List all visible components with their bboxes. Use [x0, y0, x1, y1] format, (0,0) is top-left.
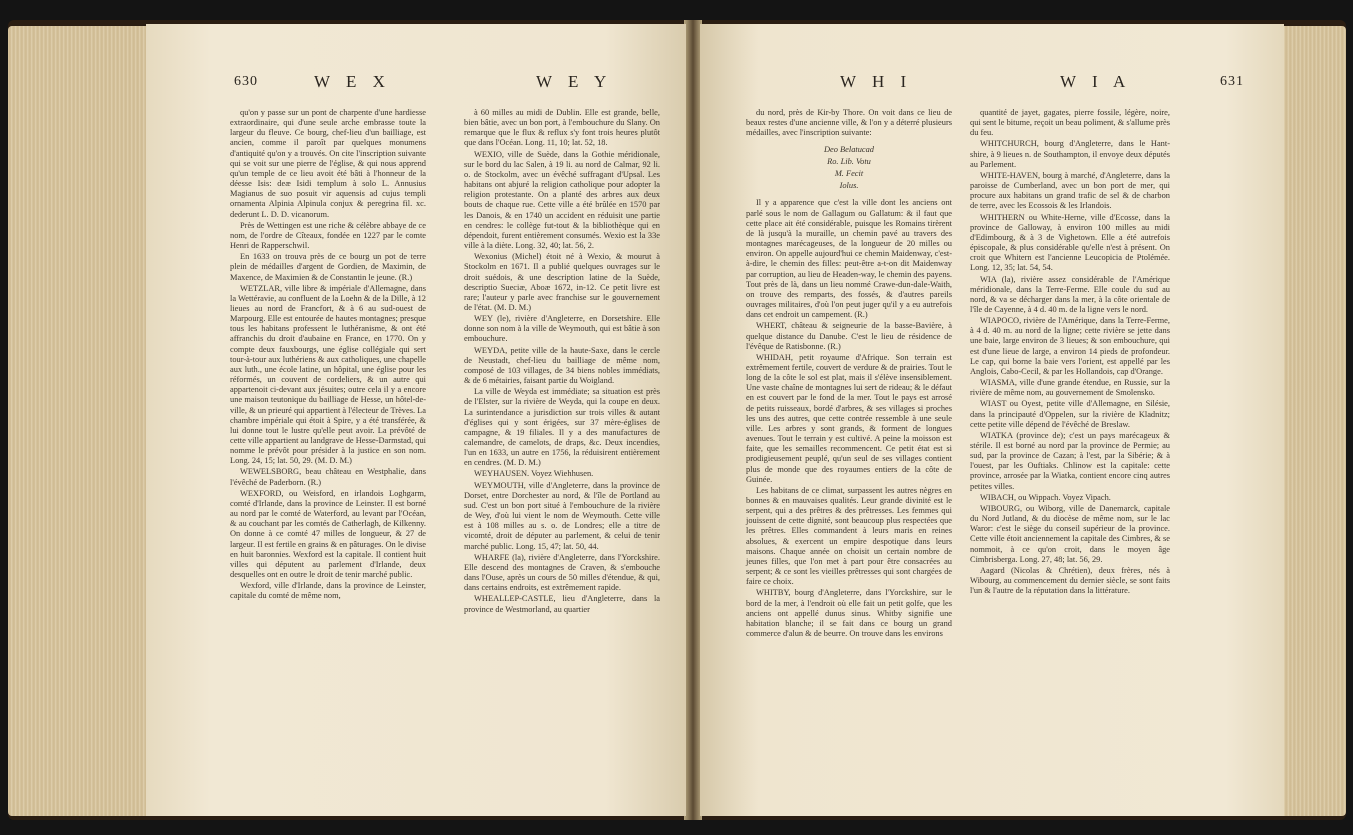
paragraph: WIAPOCO, rivière de l'Amérique, dans la Terre-Ferme, à 4 d. 40 m. au nord de la ligne; cette rivière se jette dans une baie, large environ de 3 lieues; & son embouchure, qui est d'une lieue de large, a environ 14 pieds de profondeur. Le cap, qui borne la baie vers l'orient, est appellé par les Anglois, Cabo-Cecil, & par les Hollandois, cap d'Orange. [970, 316, 1170, 376]
paragraph: WIASMA, ville d'une grande étendue, en Russie, sur la rivière de même nom, au gouvernement de Smolensko. [970, 378, 1170, 398]
paragraph: WIATKA (province de); c'est un pays marécageux & stérile. Il est borné au nord par la province de Permie; au sud, par la province de Cazan; à l'est, par la Sibérie; & à l'ouest, par les Ouftiaks. Chlinow est la capitale: cette province, arrosée par la Wiatka, contient encore cinq autres petites villes. [970, 430, 1170, 491]
page-number: 631 [1220, 74, 1244, 89]
text-column-1 [746, 108, 952, 640]
inscription-line: M. Fecit [834, 169, 864, 179]
right-page [700, 24, 1284, 816]
paragraph: WEYHAUSEN. Voyez Wiehhusen. [474, 469, 594, 479]
paragraph: WHITHERN ou White-Herne, ville d'Ecosse, dans la province de Galloway, à environ 100 milles au midi d'Edimbourg, & à 3 de Vighetown. Elle a été autrefois épiscopale, & plus considérable qu'elle n'est à présent. On croit que Whitern est l'ancienne Leucopicia de Ptolémée. Long. 12, 35; lat. 54, 54. [970, 212, 1170, 273]
paragraph: Les habitans de ce climat, surpassent les autres nègres en bonnes & en mauvaises qualités. Leur grande divinité est le serpent, qui a des prêtres & des prêtresses. Les femmes qui jouissent de cette dignité, sont beaucoup plus respectées que les prêtres. Elles commandent à leurs maris en reines absolues, & exercent un empire despotique dans leurs maisons. Chaque année on choisit un certain nombre de jeunes filles, que l'on met à part pour être consacrées au serpent; & ce sont les vieilles prêtresses qui sont chargées de faire ce choix. [746, 485, 952, 587]
paragraph: à 60 milles au midi de Dublin. Elle est grande, belle, bien bâtie, avec un bon port, à l'embouchure du Slany. On remarque que le flux & reflux s'y font trois heures plutôt que dans l'Océan. Long. 11, 10; lat. 52, 18. [464, 108, 660, 148]
paragraph: WHIDAH, petit royaume d'Afrique. Son terrain est extrêmement fertile, couvert de verdure & de prairies. Tout le long de la côte le sol est plat, mais il s'élève insensiblement. Une vaste chaîne de montagnes lui sert de rideau; & le défaut en est couvert par le fond de la mer. Tout le pays est arrosé de petits ruisseaux, bordé d'arbres, & ses villages si proches les uns des autres, que cette contrée ressemble à une seule ville. Les arbres y sont grands, & forment de longues avenues. Tout le terrain y est cultivé. A peine la moisson est faite, que les semailles recommencent. Ce petit état est si prodigieusement peuplé, qu'un seul de ses villages contient plus de monde que des royaumes entiers de la côte de Guinée. [746, 352, 952, 484]
page-number: 630 [234, 74, 258, 89]
text-column-2 [464, 108, 660, 616]
paragraph: WIA (la), rivière assez considérable de l'Amérique méridionale, dans la Terre-Ferme. Elle coule du sud au nord, & va se décharger dans la mer, à la côte orientale de l'île de Cayenne, à 4 d. 40 m. de la ligne vers le nord. [970, 274, 1170, 314]
paragraph: WEY (le), rivière d'Angleterre, en Dorsetshire. Elle donne son nom à la ville de Weymouth, qui est bâtie à son embouchure. [464, 314, 660, 344]
paragraph: Wexford, ville d'Irlande, dans la province de Leinster, capitale du comté de même nom, [230, 581, 426, 601]
inscription-line: Iolus. [839, 181, 859, 191]
running-header-right: W I A [1060, 72, 1132, 91]
paragraph: du nord, près de Kir-by Thore. On voit dans ce lieu de beaux restes d'une ancienne ville, & l'on y a déterré plusieurs médailles, avec l'inscription suivante: [746, 108, 952, 138]
paragraph: Il y a apparence que c'est la ville dont les anciens ont parlé sous le nom de Gallagum ou Gallatum: & il faut que cette place ait été considérable, puisque les Romains tirèrent de là jusqu'à la muraille, un chemin pavé au travers des montagnes marécageuses, de la longueur de 20 milles ou environ. On appelle aujourd'hui ce chemin Maidenway, c'est-à-dire, le chemin des filles: peut-être a-t-on dit Maidenway par corruption, au lieu de Headen-way, le chemin des payens. Tout près de là, dans un lieu nommé Crawe-dun-dale-Waith, on trouve des remparts, des fossés, & d'autres pareils ouvrages militaires, d'où l'on peut juger qu'il y a eu autrefois dans cet endroit un campement. (R.) [746, 198, 952, 320]
inscription-line: Deo Belatucad [823, 145, 874, 155]
running-header-left: W E X [314, 72, 391, 91]
paragraph: WHITBY, bourg d'Angleterre, dans l'Yorckshire, sur le bord de la mer, à l'endroit où elle fait un petit golfe, que les anciens ont appellé dunus sinus. Whitby signifie une habitation blanche; il se fait dans ce bourg un grand commerce d'alun & de beurre. On trouve dans les environs [746, 588, 952, 639]
running-header-left: W H I [840, 72, 913, 91]
paragraph: Près de Wettingen est une riche & célèbre abbaye de ce nom, de l'ordre de Cîteaux, fondée en 1227 par le comte Henri de Rapperschwil. [230, 220, 426, 251]
text-column-1 [230, 108, 426, 603]
paragraph: WEXFORD, ou Weisford, en irlandois Loghgarm, comté d'Irlande, dans la province de Leinster. Il est borné au nord par le comté de Waterford, au levant par l'Océan, & au couchant par les comtés de Catherlagh, de Kilkenny. On donne à ce comté 47 milles de longueur, & 27 de largeur. Il est fertile en grains & en pâturages. On le divise en huit baronnies. Wexford est la capitale. Il contient huit villes qui députent au parlement d'Irlande, deux desquelles ont en outre le droit de tenir marché public. [230, 488, 426, 580]
paragraph: WEWELSBORG, beau château en Westphalie, dans l'évêché de Paderborn. (R.) [230, 467, 426, 487]
text-column-2 [970, 108, 1170, 597]
right-page-stack [1284, 26, 1346, 816]
inscription-line: Ro. Lib. Votu [827, 157, 871, 167]
left-page [146, 24, 686, 816]
left-page-stack [8, 26, 158, 816]
paragraph: WEXIO, ville de Suède, dans la Gothie méridionale, sur le bord du lac Salen, à 19 li. au nord de Calmar, 92 li. o. de Stockolm, avec un évêché suffragant d'Upsal. Les habitans ont abjuré la religion catholique pour adopter la religion protestante. On a planté des arbres aux deux bouts de chaque rue. Cette ville a été brûlée en 1570 par les Danois, & en 1740 un accident en réduisit une partie en cendres: le collège fut-tout & la bibliothèque qui en dépendoit, furent entièrement consumés. Wexio est la 33e ville à la diète. Long. 32, 40; lat. 56, 2. [464, 149, 660, 251]
paragraph: WIBACH, ou Wippach. Voyez Vipach. [980, 492, 1111, 502]
running-header-right: W E Y [536, 72, 613, 91]
paragraph: WEYMOUTH, ville d'Angleterre, dans la province de Dorset, entre Dorchester au nord, & l'île de Portland au sud. C'est un bon port situé à l'embouchure de la rivière de Wey, d'où lui vient le nom de Weymouth. Cette ville est à 108 milles au s. o. de Londres; elle a titre de vicomté, droit de députer au parlement, & celui de tenir marché public. Long. 15, 47; lat. 50, 44. [464, 480, 660, 551]
open-book [8, 20, 1346, 820]
paragraph: qu'on y passe sur un pont de charpente d'une hardiesse extraordinaire, qui d'une seule arche embrasse toute la largeur du fleuve. Ce bourg, chef-lieu d'un bailliage, est ancien, comme il paroît par quelques monumens d'antiquité qu'on y a trouvés. On cite l'inscription suivante qui se voit sur une pierre de l'église, & qui nous apprend qu'un temple de ce lieu avoit été bâti à l'honneur de la déesse Isis: deæ Isidi templum à solo L. Annusius Magianus de suo posuit vir aquensis ad cujus templi ornamenta Alpinia Alpinula conjux & peregrina fil. xc. dederunt L. D. D. vicanorum. [230, 108, 426, 219]
inscription [746, 144, 952, 192]
paragraph: WHITE-HAVEN, bourg à marché, d'Angleterre, dans la paroisse de Cumberland, avec un bon port de mer, qui procure aux habitans un grand trafic de sel & de charbon de terre, avec les Ecossois & les Irlandois. [970, 170, 1170, 211]
paragraph: WHARFE (la), rivière d'Angleterre, dans l'Yorckshire. Elle descend des montagnes de Craven, & s'embouche dans l'Ouse, après un cours de 50 milles d'étendue, & qui, dans certains endroits, est extrêmement rapide. [464, 552, 660, 593]
paragraph: Wexonius (Michel) étoit né à Wexio, & mourut à Stockolm en 1671. Il a publié quelques ouvrages sur le droit suédois, & une description latine de la Suède, descriptio Sueciæ, Aboæ 1672, in-12. Ce petit livre est rare; l'auteur y parle avec franchise sur le gouvernement de l'état. (M. D. M.) [464, 252, 660, 312]
paragraph: WEYDA, petite ville de la haute-Saxe, dans le cercle de Neustadt, chef-lieu du bailliage de même nom, composé de 103 villages, de 34 biens nobles immédiats, & de 6 métairies, faisant partie du Woigland. [464, 345, 660, 386]
paragraph: WHITCHURCH, bourg d'Angleterre, dans le Hant-shire, à 9 lieues n. de Southampton, il envoye deux députés au Parlement. [970, 139, 1170, 169]
paragraph: La ville de Weyda est immédiate; sa situation est près de l'Elster, sur la rivière de Weyda, qui la coupe en deux. La surintendance a jurisdiction sur trois villes & autant d'églises qui y sont érigées, sur 37 mère-églises de campagne, & 19 filiales. Il y a des manufactures de calemandre, de camelots, de draps, &c. Deux incendies, l'un en 1633, un autre en 1756, la réduisirent entièrement en cendres. (M. D. M.) [464, 387, 660, 468]
paragraph: WETZLAR, ville libre & impériale d'Allemagne, dans la Wettéravie, au confluent de la Loehn & de la Dille, à 12 lieues au nord de Francfort, & à 6 au sud-ouest de Marpourg. Elle est entourée de hautes montagnes; presque tous les habitans professent le luthéranisme, & ont été affranchis du droit d'aubaine en France, en 1770. On y compte deux fauxbourgs, une église collégiale qui sert tour-à-tour aux luthériens & aux catholiques, une chapelle aux luth., une école latine, un hôpital, une église pour les réformés, un couvent de cordeliers, & un autre qui appartenoit ci-devant aux jésuites; outre cela il y a encore une maison teutonique du bailliage de Hesse, un hôtel-de-ville, & un prieuré qui appartient à l'électeur de Trèves. La chambre impériale qui étoit à Spire, y a été transférée, & lui donne tout le lustre qu'elle peut avoir. La prévôté de cette ville appartient au landgrave de Hesse-Darmstad, qui nomme le prévôt pour présider à la justice en son nom. Long. 24, 15; lat. 50, 29. (M. D. M.) [230, 283, 426, 466]
paragraph: WIBOURG, ou Wiborg, ville de Danemarck, capitale du Nord Jutland, & du diocèse de même nom, sur le lac Waror: c'est le siège du conseil supérieur de la province. Cette ville étoit anciennement la capitale des Cimbres, & se nommoit, à ce qu'on croit, dans le moyen âge Cimbrisberga. Long. 27, 48; lat. 56, 29. [970, 503, 1171, 564]
paragraph: WIAST ou Oyest, petite ville d'Allemagne, en Silésie, dans la principauté d'Oppelen, sur la rivière de Kladnitz; cette petite ville dépend de l'évêché de Breslaw. [970, 399, 1170, 429]
paragraph: quantité de jayet, gagates, pierre fossile, légère, noire, qui sent le bitume, reçoit un beau poliment, & s'allume près du feu. [970, 108, 1170, 138]
paragraph: Aagard (Nicolas & Chrétien), deux frères, nés à Wibourg, au commencement du dernier siècle, se sont faits l'un & l'autre de la réputation dans la littérature. [970, 565, 1170, 596]
paragraph: WHERT, château & seigneurie de la basse-Bavière, à quelque distance du Danube. C'est le lieu de résidence de l'évêque de Ratisbonne. (R.) [746, 321, 952, 351]
paragraph: En 1633 on trouva près de ce bourg un pot de terre plein de médailles d'argent de Gordien, de Maximin, de Maxence, de Maximien & de Constantin le jeune. (R.) [230, 252, 426, 282]
paragraph: WHEALLEP-CASTLE, lieu d'Angleterre, dans la province de Westmorland, au quartier [464, 594, 660, 614]
